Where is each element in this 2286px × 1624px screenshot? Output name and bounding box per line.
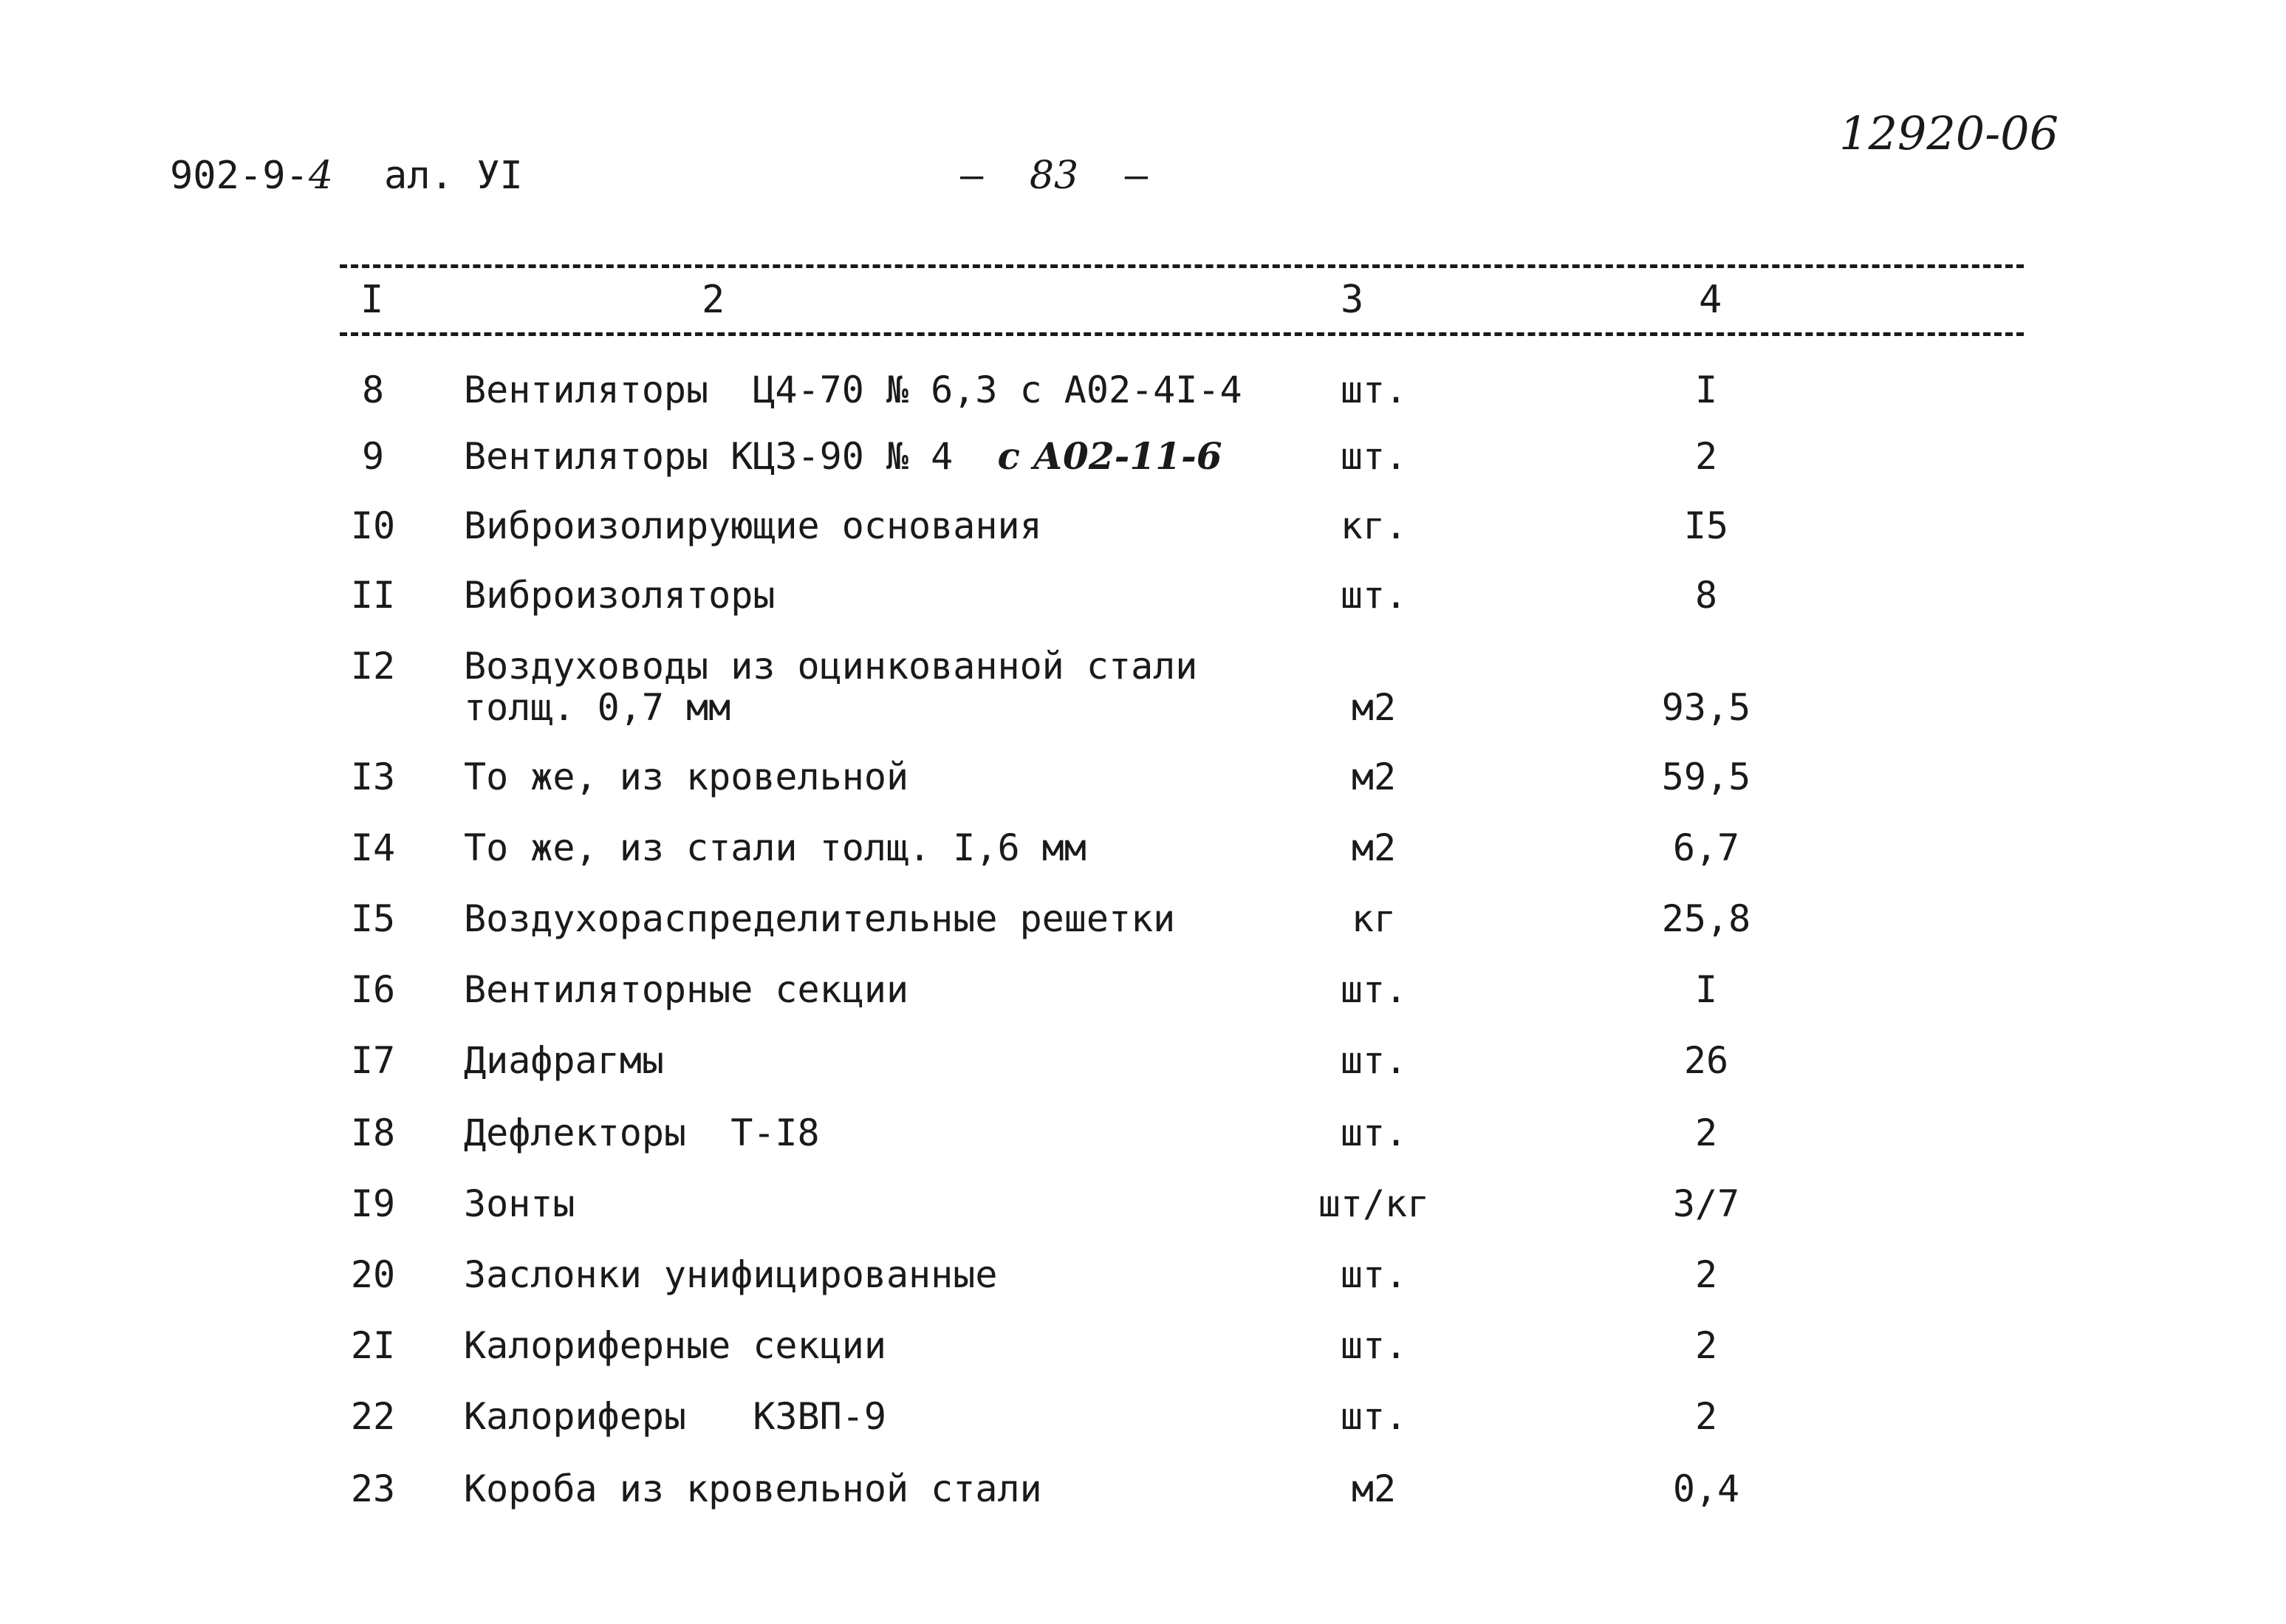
row-number: I8: [350, 1111, 396, 1154]
row-quantity: 8: [1694, 574, 1718, 617]
row-number: I5: [350, 897, 396, 940]
row-quantity: 6,7: [1672, 826, 1740, 869]
row-quantity: I: [1694, 369, 1718, 411]
row-quantity: 3/7: [1672, 1182, 1740, 1225]
row-unit: шт/кг: [1318, 1182, 1430, 1225]
row-unit: шт.: [1340, 369, 1408, 411]
row-number: I3: [350, 756, 396, 798]
row-quantity: 2: [1694, 1395, 1718, 1438]
row-name: [464, 436, 1276, 477]
row-name: [464, 645, 1276, 728]
document-code-typed: 902-9-: [170, 154, 309, 198]
row-number: I0: [350, 504, 396, 547]
row-unit: шт.: [1340, 1253, 1408, 1296]
row-quantity: 2: [1694, 1111, 1718, 1154]
row-name-typed: Вентиляторы КЦ3-90 № 4: [464, 435, 998, 478]
row-quantity: 26: [1683, 1039, 1729, 1082]
album-label: ал. УI: [384, 154, 523, 198]
row-quantity: I: [1694, 968, 1718, 1011]
row-name: То же, из стали толщ. I,6 мм: [464, 826, 1086, 869]
row-name: Вентиляторные секции: [464, 968, 909, 1011]
row-quantity: 93,5: [1661, 686, 1751, 729]
row-number: I2: [350, 645, 396, 688]
page-number: – 83 –: [960, 154, 1149, 198]
row-name: Зонты: [464, 1182, 575, 1225]
row-name: Дефлекторы Т-I8: [464, 1111, 820, 1154]
row-unit: шт.: [1340, 1111, 1408, 1154]
row-unit: шт.: [1340, 1039, 1408, 1082]
row-quantity: 0,4: [1672, 1467, 1740, 1510]
row-number: 23: [350, 1467, 396, 1510]
row-name: То же, из кровельной: [464, 756, 909, 798]
row-unit: шт.: [1340, 1324, 1408, 1367]
row-number: I6: [350, 968, 396, 1011]
row-quantity: 59,5: [1661, 756, 1751, 798]
row-number: 9: [361, 435, 385, 478]
column-header-1: I: [360, 278, 384, 322]
row-unit: кг.: [1340, 504, 1408, 547]
row-name: Вентиляторы Ц4-70 № 6,3 с А02-4I-4: [464, 369, 1242, 411]
row-unit: шт.: [1340, 968, 1408, 1011]
row-quantity: 2: [1694, 1324, 1718, 1367]
row-name-handwritten: с А02-11-6: [997, 434, 1222, 478]
table-header-rule: [340, 332, 2024, 336]
document-code-handwritten: 4: [308, 154, 333, 198]
row-name: Виброизоляторы: [464, 574, 776, 617]
row-name: Воздухораспределительные решетки: [464, 897, 1176, 940]
column-header-3: 3: [1341, 278, 1364, 322]
row-unit: шт.: [1340, 574, 1408, 617]
row-number: I7: [350, 1039, 396, 1082]
row-quantity: 2: [1694, 1253, 1718, 1296]
row-number: 8: [361, 369, 385, 411]
table-top-rule: [340, 264, 2024, 268]
row-number: 20: [350, 1253, 396, 1296]
row-unit: м2: [1351, 686, 1397, 729]
row-unit: м2: [1351, 826, 1397, 869]
row-name: Калориферные секции: [464, 1324, 886, 1367]
row-number: 22: [350, 1395, 396, 1438]
row-name-line-2: толщ. 0,7 мм: [464, 686, 731, 729]
page-number-value: 83: [1029, 154, 1079, 198]
inventory-number: 12920-06: [1839, 106, 2059, 160]
row-number: II: [350, 574, 396, 617]
row-number: 2I: [350, 1324, 396, 1367]
row-unit: шт.: [1340, 1395, 1408, 1438]
document-code: [170, 154, 333, 198]
row-unit: кг: [1351, 897, 1397, 940]
row-quantity: 25,8: [1661, 897, 1751, 940]
row-name: Диафрагмы: [464, 1039, 664, 1082]
row-number: I4: [350, 826, 396, 869]
column-header-2: 2: [702, 278, 725, 322]
row-quantity: I5: [1683, 504, 1729, 547]
row-quantity: 2: [1694, 435, 1718, 478]
row-unit: м2: [1351, 1467, 1397, 1510]
row-name-line-1: Воздуховоды из оцинкованной стали: [464, 645, 1198, 688]
row-name: Короба из кровельной стали: [464, 1467, 1042, 1510]
row-name: Заслонки унифицированные: [464, 1253, 998, 1296]
row-unit: шт.: [1340, 435, 1408, 478]
row-number: I9: [350, 1182, 396, 1225]
column-header-4: 4: [1699, 278, 1722, 322]
row-name: Калориферы КЗВП-9: [464, 1395, 886, 1438]
row-name: Виброизолирующие основания: [464, 504, 1042, 547]
row-unit: м2: [1351, 756, 1397, 798]
